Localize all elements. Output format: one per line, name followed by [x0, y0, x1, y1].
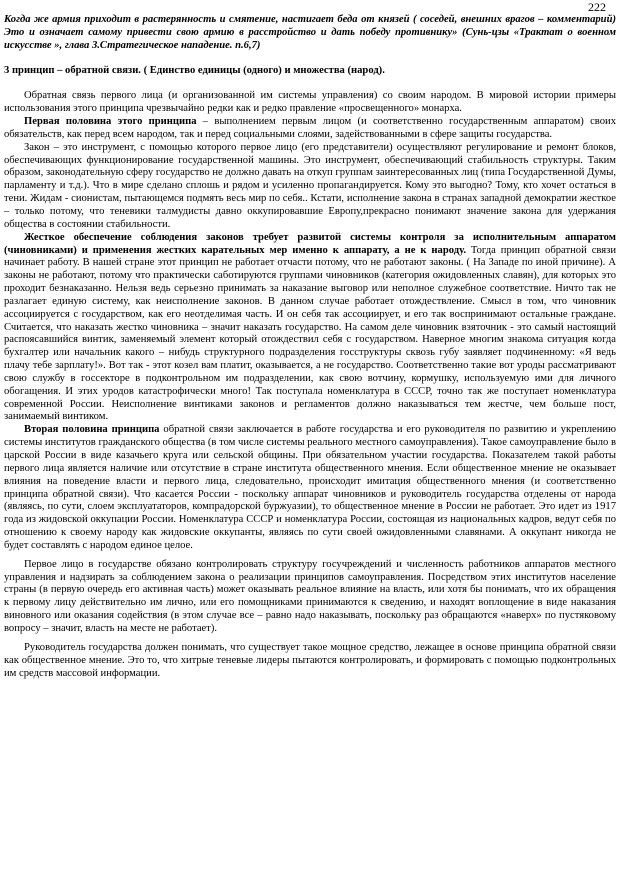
page-content [4, 14, 616, 680]
page-number: 222 [588, 0, 606, 14]
paragraph-3: Закон – это инструмент, с помощью которого первое лицо (его представители) осуществляют регулирование и ремонт блоков, обеспечивающих функционирование государственной машины. Это инструмент, обеспечивающий стабильность структуры. Таким образом, законодательную сферу государство не должно давать на откуп группам заинтересованных лиц (типа Государственной Думы, парламенту и т.д.). Что в мире сделано сплошь и рядом и усиленно пропагандируется. Кому это выгодно? Тому, кто хочет остаться в тени. Жидам - сионистам, пытающемся подмять весь мир по себя.. Кстати, исполнение закона в странах западной демократии жесткое – только потому, что теневики талмудисты давно оккупировавшие Европу,прекрасно понимают значение закона для удержания общества в состоянии стабильности. [4, 141, 616, 230]
paragraph-1: Обратная связь первого лица (и организованной им системы управления) со своим народом. В мировой истории примеры использования этого принципа чрезвычайно редки как и редко правление «просвещенного» монарха. [4, 90, 616, 115]
paragraph-4-lead: Жесткое обеспечение соблюдения законов требует развитой системы контроля за исполнительным аппаратом (чиновниками) и применения жестких карательных мер именно к аппарату, а не к народу. [4, 231, 616, 256]
paragraph-5-lead: Вторая половина принципа [24, 424, 160, 436]
paragraph-5 [4, 424, 616, 552]
paragraph-2-lead: Первая половина этого принципа [24, 116, 197, 128]
paragraph-4 [4, 232, 616, 425]
paragraph-5-text: обратной связи заключается в работе государства и его руководителя по развитию и укреплению системы институтов гражданского общества (в том числе системы реального местного самоуправления). Такое самоуправление было в царской России в виде казачьего круга или сельской общины. При обязательном участии государства. Показателем такой работы первого лица является наличие или отсутствие в стране института общественного мнения. Если общественное мнение не оказывает влияния на поведение власти и первого лица, следовательно, происходит имитация общественного мнения (и соответственно принципа обратной связи). Что касается России - поскольку аппарат чиновников и руководитель государства отделены от народа (являясь, по сути, слоем эксплуататоров, компрадорской буржуазии), то общественное мнение в России не работает. Это идет из 1917 года из жидовской оккупации России. Номенклатура СССР и номенклатура России, состоящая из национальных кадров, ведут себя по отношению к своему народу как жидовские оккупанты, являясь по сути своей ожидовленными славянами. А оккупант никогда не будет составлять с народом единое целое. [4, 424, 617, 551]
section-heading: 3 принцип – обратной связи. ( Единство единицы (одного) и множества (народ). [4, 64, 385, 76]
paragraph-2 [4, 116, 616, 142]
epigraph-quote: Когда же армия приходит в растерянность и смятение, настигает беда от князей ( соседей, внешних врагов – комментарий) Это и означает самому привести свою армию в расстройство и дать победу противнику» (Сунь-цзы «Трактат о военном искусстве », глава 3.Стратегическое нападение. п.6,7) [4, 14, 616, 51]
paragraph-7: Руководитель государства должен понимать, что существует такое мощное средство, лежащее в основе принципа обратной связи как общественное мнение. Это то, что хитрые теневые лидеры пытаются контролировать, и формировать с помощью подконтрольных им средств массовой информации. [4, 641, 616, 679]
paragraph-4-text: Тогда принцип обратной связи начинает работу. В нашей стране этот принцип не работает отчасти потому, что не работают законы. ( На Западе по иной причине). А законы не работают, потому что практически саботируются группами чиновников (категория ожидовленных славян), для которых это проходит безнаказанно. Нельзя ведь серьезно принимать за наказание выговор или неполное служебное соответствие. Ничто так не разлагает единую систему, как неисполнение законов. В данном случае работает отождествление. Смысл в том, что чиновник ассоциируется с государством, как его неотделимая часть. И он себя так ассоциирует, и его так воспринимают остальные граждане. Считается, что наказать жестко чиновника – значит наказать государство. На самом деле чиновник взяточник - это самый настоящий распоясавшийся винтик, заменяемый элемент который отождествил себя с государством. Наверное многим знакома ситуация когда бухгалтер или начальник какого – нибудь структурного подразделения госструктуры сквозь губу заявляет подчиненному: «Я ведь плачу тебе зарплату!». Вот так - этот козел вам платит, оказывается, а не государство. Соответственно такие вот уроды рассматривают свою службу в госсекторе в подконтрольном им подразделении, как свою вотчину, кормушку, используемую ими для личного обогащения. И этих уродов катастрофически много! Так поступала номенклатура в СССР, точно так же поступает номенклатура современной России. Неисполнение винтиками законов и регламентов должно наказываться тем жестче, чем больше пост, занимаемый винтиком. [4, 244, 616, 423]
paragraph-6: Первое лицо в государстве обязано контролировать структуру госучреждений и численность работников аппаратов местного управления и надзирать за соблюдением закона о реализации принципов самоуправления. Посредством этих институтов население страны (в первую очередь его активная часть) может оказывать реальное влияние на власть, или хотя бы понимать, что их обращения к первому лицу действительно им лично, или его помощниками принимаются к сведению, и находят воплощение в виде наказания виновного или оказания содействия (в этом случае все – равно надо наказывать, поскольку раз обращаются «наверх» по пустяковому вопросу – значит, власть на месте не работает). [4, 558, 616, 634]
paragraph-2-text: – выполнением первым лицом (и соответственно государственным аппаратом) своих обязательств, как перед всем народом, так и перед социальными слоями, задействованными в сфере защиты государства. [4, 116, 616, 140]
